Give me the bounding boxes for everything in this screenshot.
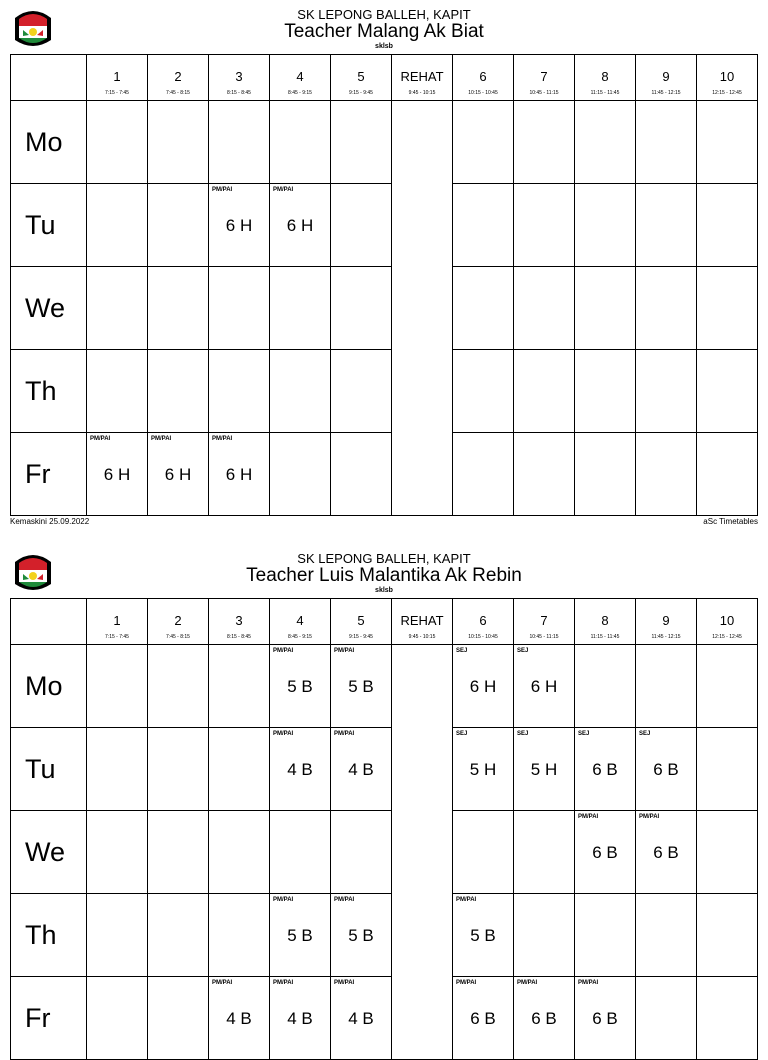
class-name: 6 H xyxy=(530,677,558,696)
period-time: 10:45 - 11:15 xyxy=(529,634,559,640)
period-header xyxy=(453,55,514,101)
class-name: 6 B xyxy=(653,760,679,779)
lesson-cell xyxy=(87,267,148,350)
class-name: 5 B xyxy=(287,926,313,945)
class-name: 4 B xyxy=(287,760,313,779)
period-header xyxy=(392,55,453,101)
period-header xyxy=(270,55,331,101)
period-time: 9:15 - 9:45 xyxy=(349,90,373,96)
lesson-cell xyxy=(148,433,209,516)
period-time: 11:15 - 11:45 xyxy=(590,634,620,640)
subject-code: PM/PAI xyxy=(90,436,111,442)
class-name: 4 B xyxy=(226,1009,252,1028)
lesson-cell xyxy=(575,977,636,1060)
period-header xyxy=(575,55,636,101)
lesson-cell xyxy=(453,977,514,1060)
day-label: Tu xyxy=(11,728,87,811)
lesson-cell xyxy=(270,977,331,1060)
period-label: 8 xyxy=(601,69,609,84)
period-header xyxy=(697,55,758,101)
subject-code: SEJ xyxy=(456,648,468,654)
lesson-cell xyxy=(209,101,270,184)
school-name: SK LEPONG BALLEH, KAPIT xyxy=(297,7,471,22)
lesson-cell xyxy=(636,977,697,1060)
lesson-cell xyxy=(697,894,758,977)
period-header xyxy=(87,599,148,645)
period-header xyxy=(209,599,270,645)
subject-code: PM/PAI xyxy=(334,648,355,654)
day-row xyxy=(11,894,758,977)
class-name: 6 B xyxy=(470,1009,496,1028)
period-label: 10 xyxy=(719,613,735,628)
class-name: 5 H xyxy=(469,760,497,779)
subject-code: PM/PAI xyxy=(456,980,477,986)
period-header xyxy=(697,599,758,645)
lesson-cell xyxy=(575,101,636,184)
lesson-cell xyxy=(636,894,697,977)
class-name: 5 B xyxy=(348,677,374,696)
subject-code: PM/PAI xyxy=(517,980,538,986)
lesson-cell xyxy=(331,977,392,1060)
lesson-cell xyxy=(575,433,636,516)
lesson-cell xyxy=(453,101,514,184)
class-name: 6 B xyxy=(592,760,618,779)
period-header xyxy=(636,599,697,645)
lesson-cell xyxy=(636,267,697,350)
period-label: 7 xyxy=(540,613,548,628)
lesson-cell xyxy=(697,267,758,350)
lesson-cell xyxy=(697,350,758,433)
lesson-cell xyxy=(514,101,575,184)
lesson-cell xyxy=(453,728,514,811)
corner-cell xyxy=(11,599,87,645)
lesson-cell xyxy=(453,184,514,267)
lesson-cell xyxy=(453,433,514,516)
day-label: Mo xyxy=(11,101,87,184)
subject-code: PM/PAI xyxy=(273,897,294,903)
lesson-cell xyxy=(514,267,575,350)
lesson-cell xyxy=(331,433,392,516)
lesson-cell xyxy=(453,645,514,728)
school-name: SK LEPONG BALLEH, KAPIT xyxy=(297,551,471,566)
lesson-cell xyxy=(636,811,697,894)
footer-updated: Kemaskini 25.09.2022 xyxy=(10,517,90,526)
lesson-cell xyxy=(87,350,148,433)
lesson-cell xyxy=(514,645,575,728)
lesson-cell xyxy=(270,894,331,977)
period-header xyxy=(148,55,209,101)
day-label: We xyxy=(11,811,87,894)
lesson-cell xyxy=(636,433,697,516)
subject-code: SEJ xyxy=(639,731,651,737)
period-time: 8:15 - 8:45 xyxy=(227,634,251,640)
day-row xyxy=(11,184,758,267)
period-label: 9 xyxy=(662,613,670,628)
lesson-cell xyxy=(209,433,270,516)
class-name: 4 B xyxy=(348,760,374,779)
class-name: 6 B xyxy=(592,843,618,862)
lesson-cell xyxy=(87,645,148,728)
period-time: 12:15 - 12:45 xyxy=(712,90,742,96)
day-row xyxy=(11,811,758,894)
subject-code: PM/PAI xyxy=(273,731,294,737)
period-time: 10:45 - 11:15 xyxy=(529,90,559,96)
lesson-cell xyxy=(87,894,148,977)
subject-code: PM/PAI xyxy=(456,897,477,903)
period-label: 4 xyxy=(296,69,304,84)
subject-code: SEJ xyxy=(578,731,590,737)
period-time: 11:15 - 11:45 xyxy=(590,90,620,96)
lesson-cell xyxy=(148,101,209,184)
period-header xyxy=(209,55,270,101)
period-label: 4 xyxy=(296,613,304,628)
period-time: 11:45 - 12:15 xyxy=(651,634,681,640)
day-label: Fr xyxy=(11,977,87,1060)
lesson-cell xyxy=(697,728,758,811)
period-header xyxy=(87,55,148,101)
lesson-cell xyxy=(87,728,148,811)
subject-code: SEJ xyxy=(517,648,529,654)
period-label: 9 xyxy=(662,69,670,84)
period-header xyxy=(392,599,453,645)
lesson-cell xyxy=(575,645,636,728)
period-label: 2 xyxy=(174,613,182,628)
lesson-cell xyxy=(514,811,575,894)
lesson-cell xyxy=(87,184,148,267)
school-code: sklsb xyxy=(375,587,393,594)
period-label: 5 xyxy=(357,613,365,628)
lesson-cell xyxy=(697,184,758,267)
period-header xyxy=(575,599,636,645)
lesson-cell xyxy=(270,350,331,433)
lesson-cell xyxy=(636,728,697,811)
lesson-cell xyxy=(514,894,575,977)
period-time: 8:15 - 8:45 xyxy=(227,90,251,96)
period-time: 10:15 - 10:45 xyxy=(468,90,498,96)
period-time: 9:15 - 9:45 xyxy=(349,634,373,640)
lesson-cell xyxy=(636,645,697,728)
lesson-cell xyxy=(148,811,209,894)
period-header xyxy=(636,55,697,101)
lesson-cell xyxy=(270,101,331,184)
subject-code: PM/PAI xyxy=(273,980,294,986)
period-time: 9:45 - 10:15 xyxy=(408,90,436,96)
lesson-cell xyxy=(270,728,331,811)
class-name: 6 B xyxy=(592,1009,618,1028)
day-row xyxy=(11,977,758,1060)
day-row xyxy=(11,728,758,811)
lesson-cell xyxy=(331,184,392,267)
lesson-cell xyxy=(697,977,758,1060)
period-time: 11:45 - 12:15 xyxy=(651,90,681,96)
day-row xyxy=(11,433,758,516)
lesson-cell xyxy=(453,350,514,433)
lesson-cell xyxy=(270,645,331,728)
timetable-grid xyxy=(10,598,758,1060)
day-row xyxy=(11,350,758,433)
class-name: 5 B xyxy=(287,677,313,696)
lesson-cell xyxy=(148,728,209,811)
lesson-cell xyxy=(87,101,148,184)
lesson-cell xyxy=(331,728,392,811)
lesson-cell xyxy=(270,184,331,267)
day-label: Tu xyxy=(11,184,87,267)
lesson-cell xyxy=(575,894,636,977)
day-label: Th xyxy=(11,350,87,433)
period-label: 5 xyxy=(357,69,365,84)
subject-code: PM/PAI xyxy=(212,187,233,193)
subject-code: PM/PAI xyxy=(212,980,233,986)
lesson-cell xyxy=(331,645,392,728)
period-header xyxy=(331,55,392,101)
subject-code: PM/PAI xyxy=(151,436,172,442)
period-time: 7:45 - 8:15 xyxy=(166,90,190,96)
period-time: 7:15 - 7:45 xyxy=(105,634,129,640)
period-time: 8:45 - 9:15 xyxy=(288,634,312,640)
period-time: 9:45 - 10:15 xyxy=(408,634,436,640)
lesson-cell xyxy=(209,894,270,977)
period-header-row xyxy=(11,55,758,101)
lesson-cell xyxy=(270,267,331,350)
break-column xyxy=(392,645,453,1060)
lesson-cell xyxy=(87,977,148,1060)
lesson-cell xyxy=(697,645,758,728)
lesson-cell xyxy=(331,894,392,977)
lesson-cell xyxy=(453,267,514,350)
lesson-cell xyxy=(209,267,270,350)
period-header xyxy=(514,55,575,101)
class-name: 6 H xyxy=(225,216,253,235)
lesson-cell xyxy=(270,811,331,894)
period-label: 6 xyxy=(479,69,487,84)
class-name: 6 H xyxy=(164,465,192,484)
subject-code: PM/PAI xyxy=(273,187,294,193)
lesson-cell xyxy=(514,728,575,811)
class-name: 5 B xyxy=(470,926,496,945)
period-time: 7:15 - 7:45 xyxy=(105,90,129,96)
lesson-cell xyxy=(331,101,392,184)
lesson-cell xyxy=(636,184,697,267)
class-name: 6 H xyxy=(103,465,131,484)
period-header xyxy=(148,599,209,645)
subject-code: PM/PAI xyxy=(639,814,660,820)
period-header xyxy=(453,599,514,645)
period-label: REHAT xyxy=(400,69,444,84)
footer-brand: aSc Timetables xyxy=(703,517,758,526)
lesson-cell xyxy=(148,894,209,977)
lesson-cell xyxy=(87,433,148,516)
period-header xyxy=(331,599,392,645)
period-label: 1 xyxy=(113,613,121,628)
lesson-cell xyxy=(209,728,270,811)
period-time: 12:15 - 12:45 xyxy=(712,634,742,640)
period-time: 7:45 - 8:15 xyxy=(166,634,190,640)
subject-code: PM/PAI xyxy=(578,980,599,986)
teacher-title: Teacher Malang Ak Biat xyxy=(284,21,484,42)
lesson-cell xyxy=(148,350,209,433)
school-code: sklsb xyxy=(375,43,393,50)
day-row xyxy=(11,645,758,728)
lesson-cell xyxy=(697,101,758,184)
lesson-cell xyxy=(148,645,209,728)
period-time: 10:15 - 10:45 xyxy=(468,634,498,640)
corner-cell xyxy=(11,55,87,101)
period-time: 8:45 - 9:15 xyxy=(288,90,312,96)
lesson-cell xyxy=(453,811,514,894)
day-row xyxy=(11,267,758,350)
class-name: 6 B xyxy=(653,843,679,862)
day-label: Mo xyxy=(11,645,87,728)
period-label: 2 xyxy=(174,69,182,84)
period-label: REHAT xyxy=(400,613,444,628)
lesson-cell xyxy=(575,811,636,894)
subject-code: PM/PAI xyxy=(334,897,355,903)
lesson-cell xyxy=(575,728,636,811)
lesson-cell xyxy=(331,811,392,894)
lesson-cell xyxy=(575,350,636,433)
period-label: 10 xyxy=(719,69,735,84)
day-label: We xyxy=(11,267,87,350)
break-column xyxy=(392,101,453,516)
class-name: 5 H xyxy=(530,760,558,779)
lesson-cell xyxy=(331,267,392,350)
lesson-cell xyxy=(514,184,575,267)
period-label: 1 xyxy=(113,69,121,84)
subject-code: SEJ xyxy=(456,731,468,737)
lesson-cell xyxy=(697,433,758,516)
subject-code: PM/PAI xyxy=(334,731,355,737)
lesson-cell xyxy=(148,977,209,1060)
period-label: 8 xyxy=(601,613,609,628)
lesson-cell xyxy=(697,811,758,894)
lesson-cell xyxy=(331,350,392,433)
period-label: 7 xyxy=(540,69,548,84)
lesson-cell xyxy=(209,977,270,1060)
class-name: 6 H xyxy=(469,677,497,696)
lesson-cell xyxy=(148,267,209,350)
period-label: 3 xyxy=(235,69,243,84)
subject-code: SEJ xyxy=(517,731,529,737)
class-name: 6 H xyxy=(286,216,314,235)
lesson-cell xyxy=(209,645,270,728)
lesson-cell xyxy=(514,433,575,516)
period-header xyxy=(514,599,575,645)
day-row xyxy=(11,101,758,184)
lesson-cell xyxy=(87,811,148,894)
lesson-cell xyxy=(636,350,697,433)
class-name: 4 B xyxy=(348,1009,374,1028)
lesson-cell xyxy=(514,977,575,1060)
lesson-cell xyxy=(270,433,331,516)
class-name: 6 B xyxy=(531,1009,557,1028)
lesson-cell xyxy=(209,184,270,267)
teacher-title: Teacher Luis Malantika Ak Rebin xyxy=(246,565,522,586)
lesson-cell xyxy=(636,101,697,184)
lesson-cell xyxy=(453,894,514,977)
period-label: 3 xyxy=(235,613,243,628)
period-label: 6 xyxy=(479,613,487,628)
lesson-cell xyxy=(209,811,270,894)
period-header xyxy=(270,599,331,645)
period-header-row xyxy=(11,599,758,645)
subject-code: PM/PAI xyxy=(273,648,294,654)
lesson-cell xyxy=(575,184,636,267)
class-name: 5 B xyxy=(348,926,374,945)
subject-code: PM/PAI xyxy=(578,814,599,820)
lesson-cell xyxy=(575,267,636,350)
day-label: Th xyxy=(11,894,87,977)
day-label: Fr xyxy=(11,433,87,516)
class-name: 4 B xyxy=(287,1009,313,1028)
lesson-cell xyxy=(148,184,209,267)
timetable-grid xyxy=(10,54,758,516)
subject-code: PM/PAI xyxy=(212,436,233,442)
subject-code: PM/PAI xyxy=(334,980,355,986)
lesson-cell xyxy=(514,350,575,433)
lesson-cell xyxy=(209,350,270,433)
class-name: 6 H xyxy=(225,465,253,484)
